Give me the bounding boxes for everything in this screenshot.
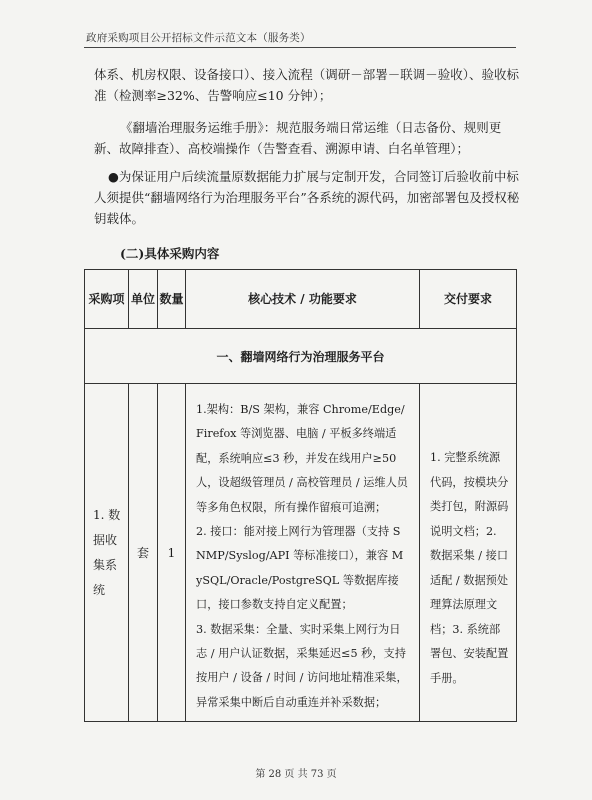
req-data-collection: 3. 数据采集：全量、实时采集上网行为日志 / 用户认证数据，采集延迟≤5 秒，支持按用户 / 设备 / 时间 / 访问地址精准采集，异常采集中断后自动重连并补采数据；: [196, 622, 408, 709]
cell-unit: 套: [129, 384, 158, 722]
cell-item: 1. 数据收集系统: [85, 384, 129, 722]
section-row-title: 一、翻墙网络行为治理服务平台: [85, 329, 517, 384]
table-row: [85, 384, 517, 722]
cell-qty: 1: [158, 384, 186, 722]
procurement-table: [84, 269, 517, 722]
header-item: 采购项: [85, 270, 129, 329]
req-interface: 2. 接口：能对接上网行为管理器（支持 SNMP/Syslog/API 等标准接口），兼容 MySQL/Oracle/PostgreSQL 等数据库接口，接口参数支持自定义配置；: [196, 525, 404, 612]
page-header: 政府采购项目公开招标文件示范文本（服务类）: [86, 32, 311, 44]
section-title: (二)具体采购内容: [120, 246, 220, 261]
paragraph-source-code-requirement: ●为保证用户后续流量原数据能力扩展与定制开发，合同签订后验收前中标人须提供“翻墙网络行为治理服务平台”各系统的源代码，加密部署包及授权秘钥载体。: [94, 169, 520, 226]
cell-delivery: 1. 完整系统源代码，按模块分类打包，附源码说明文档；2. 数据采集 / 接口适配 / 数据预处理算法原理文档；3. 系统部署包、安装配置手册。: [420, 384, 517, 722]
cell-requirements: [186, 384, 420, 722]
header-delivery: 交付要求: [420, 270, 517, 329]
header-rule: [84, 47, 516, 48]
paragraph-ops-manual: 《翻墙治理服务运维手册》：规范服务端日常运维（日志备份、规则更新、故障排查）、高校端操作（告警查看、溯源申请、白名单管理）；: [94, 120, 502, 156]
header-unit: 单位: [129, 270, 158, 329]
page-footer: 第 28 页 共 73 页: [255, 769, 337, 780]
req-architecture: 1.架构：B/S 架构，兼容 Chrome/Edge/Firefox 等浏览器、电脑 / 平板多终端适配，系统响应≤3 秒，并发在线用户≥50 人，设超级管理员 / 高校管理员 / 运维人员等多角色权限，所有操作留痕可追溯；: [196, 403, 408, 514]
paragraph-access-standards: 体系、机房权限、设备接口）、接入流程（调研－部署－联调－验收）、验收标准（检测率≥32%、告警响应≤10 分钟）；: [94, 67, 520, 103]
header-qty: 数量: [158, 270, 186, 329]
table-header-row: [85, 270, 517, 329]
header-requirements: 核心技术 / 功能要求: [186, 270, 420, 329]
table-section-row: [85, 329, 517, 384]
